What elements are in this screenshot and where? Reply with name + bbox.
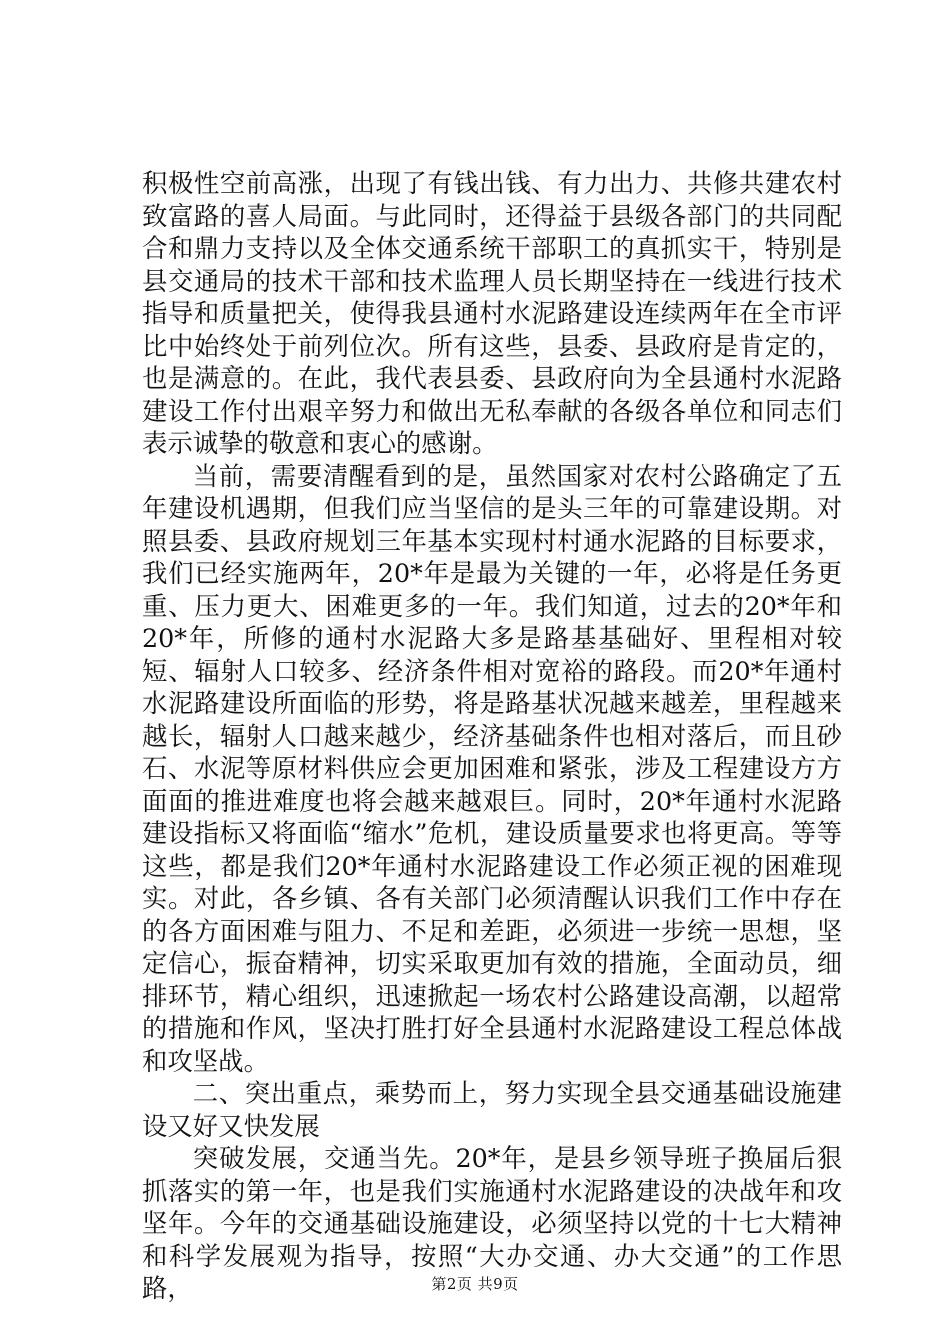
- section-heading-two: 二、突出重点，乘势而上，努力实现全县交通基础设施建设又好又快发展: [142, 1078, 842, 1141]
- paragraph-current-situation: 当前，需要清醒看到的是，虽然国家对农村公路确定了五年建设机遇期，但我们应当坚信的是头三年的可靠建设期。对照县委、县政府规划三年基本实现村村通水泥路的目标要求，我们已经实施两年，20*年是最为关键的一年，必将是任务更重、压力更大、困难更多的一年。我们知道，过去的20*年和20*年，所修的通村水泥路大多是路基基础好、里程相对较短、辐射人口较多、经济条件相对宽裕的路段。而20*年通村水泥路建设所面临的形势，将是路基状况越来越差，里程越来越长，辐射人口越来越少，经济基础条件也相对落后，而且砂石、水泥等原材料供应会更加困难和紧张，涉及工程建设方方面面的推进难度也将会越来越艰巨。同时，20*年通村水泥路建设指标又将面临“缩水”危机，建设质量要求也将更高。等等这些，都是我们20*年通村水泥路建设工作必须正视的困难现实。对此，各乡镇、各有关部门必须清醒认识我们工作中存在的各方面困难与阻力、不足和差距，必须进一步统一思想，坚定信心，振奋精神，切实采取更加有效的措施，全面动员，细排环节，精心组织，迅速掀起一场农村公路建设高潮，以超常的措施和作风，坚决打胜打好全县通村水泥路建设工程总体战和攻坚战。: [142, 460, 842, 1076]
- page-number-footer: 第2页 共9页: [431, 1275, 519, 1293]
- document-body: [142, 167, 842, 1305]
- paragraph-continued: 积极性空前高涨，出现了有钱出钱、有力出力、共修共建农村致富路的喜人局面。与此同时，还得益于县级各部门的共同配合和鼎力支持以及全体交通系统干部职工的真抓实干，特别是县交通局的技术干部和技术监理人员长期坚持在一线进行技术指导和质量把关，使得我县通村水泥路建设连续两年在全市评比中始终处于前列位次。所有这些，县委、县政府是肯定的，也是满意的。在此，我代表县委、县政府向为全县通村水泥路建设工作付出艰辛努力和做出无私奉献的各级各单位和同志们表示诚挚的敬意和衷心的感谢。: [142, 168, 842, 458]
- paragraph-breakthrough: 突破发展，交通当先。20*年，是县乡领导班子换届后狠抓落实的第一年，也是我们实施通村水泥路建设的决战年和攻坚年。今年的交通基础设施建设，必须坚持以党的十七大精神和科学发展观为指导，按照“大办交通、办大交通”的工作思路，: [142, 1143, 842, 1303]
